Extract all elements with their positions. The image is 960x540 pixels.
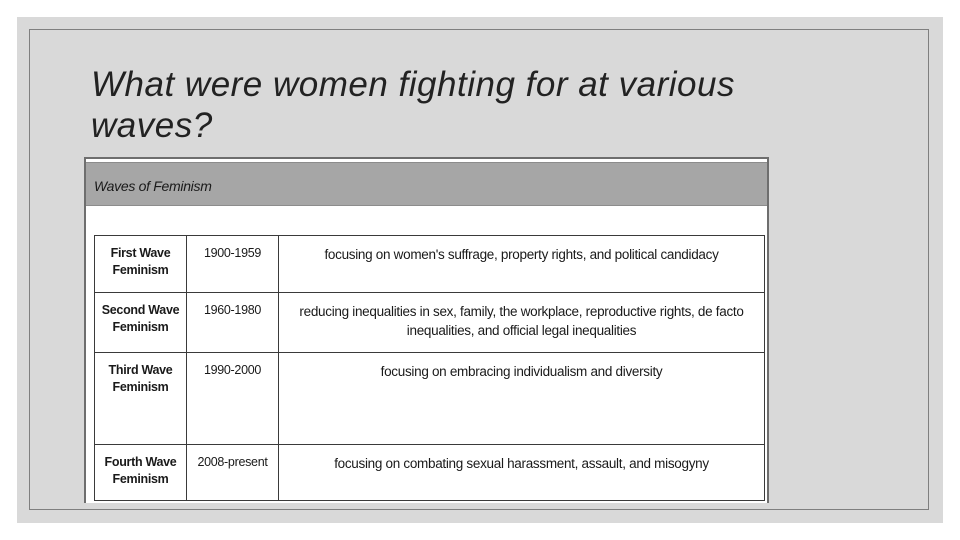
figure-header-band xyxy=(86,162,767,206)
wave-focus: focusing on combating sexual harassment, assault, and misogyny xyxy=(279,445,765,501)
waves-table xyxy=(94,235,765,501)
figure-header-title: Waves of Feminism xyxy=(94,178,212,194)
slide-title: What were women fighting for at various waves? xyxy=(91,65,735,145)
wave-focus: reducing inequalities in sex, family, the workplace, reproductive rights, de facto inequalities, and official legal inequalities xyxy=(279,293,765,353)
wave-focus: focusing on embracing individualism and diversity xyxy=(279,353,765,445)
wave-period: 1990-2000 xyxy=(187,353,279,445)
table-row xyxy=(95,236,765,293)
table-row xyxy=(95,353,765,445)
wave-period: 1900-1959 xyxy=(187,236,279,293)
wave-period: 2008-present xyxy=(187,445,279,501)
wave-name: Third Wave Feminism xyxy=(95,353,187,445)
table-row xyxy=(95,445,765,501)
wave-name: Fourth Wave Feminism xyxy=(95,445,187,501)
table-row xyxy=(95,293,765,353)
wave-focus: focusing on women's suffrage, property rights, and political candidacy xyxy=(279,236,765,293)
wave-name: First Wave Feminism xyxy=(95,236,187,293)
wave-name: Second Wave Feminism xyxy=(95,293,187,353)
waves-of-feminism-figure xyxy=(84,157,769,503)
wave-period: 1960-1980 xyxy=(187,293,279,353)
